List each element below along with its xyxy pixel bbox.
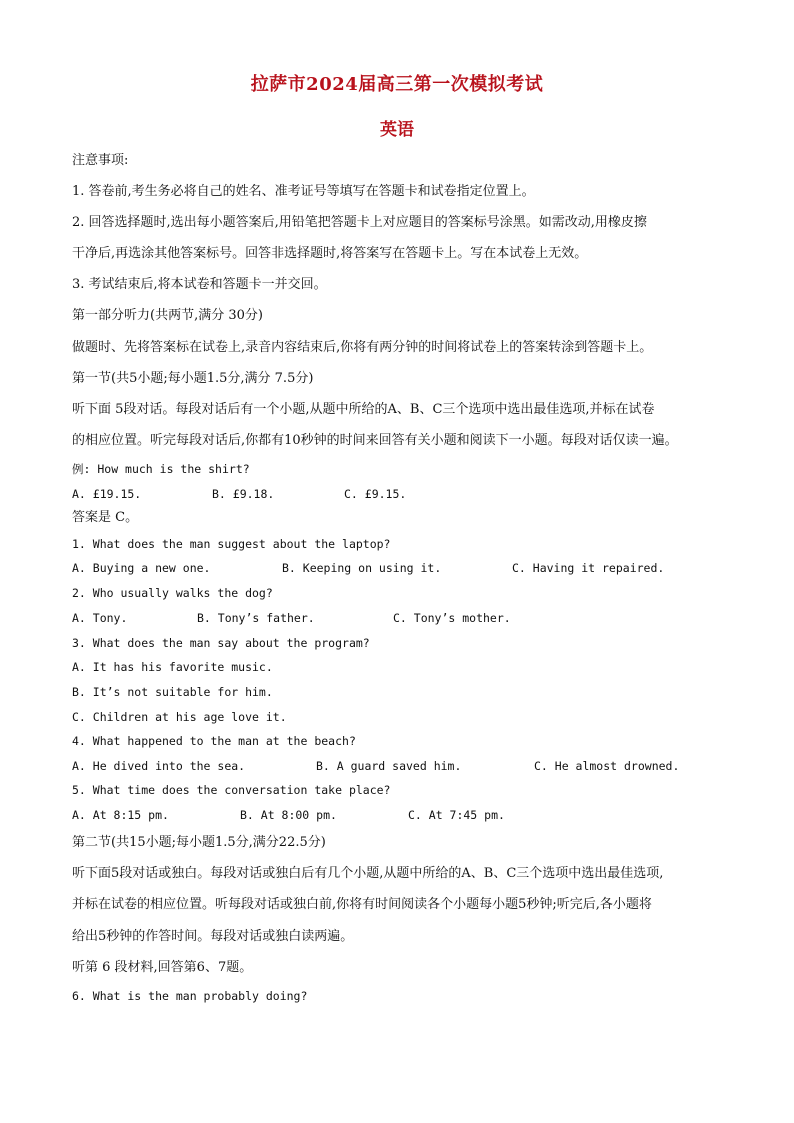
example-option-a: A. £19.15.	[72, 487, 142, 501]
notice-heading: 注意事项:	[72, 153, 129, 168]
question-3-option-c: C. Children at his age love it.	[72, 710, 287, 724]
section2-directions-1: 听下面5段对话或独白。每段对话或独白后有几个小题,从题中所给的A、B、C三个选项中选出最佳选项,	[72, 866, 664, 881]
question-3-option-a: A. It has his favorite music.	[72, 660, 273, 674]
part1-heading: 第一部分听力(共两节,满分 30分)	[72, 308, 263, 323]
section2-heading: 第二节(共15小题;每小题1.5分,满分22.5分)	[72, 835, 326, 850]
example-answer: 答案是 C。	[72, 510, 139, 525]
notice-item-2: 2. 回答选择题时,选出每小题答案后,用铅笔把答题卡上对应题目的答案标号涂黑。如需改动,用橡皮擦	[72, 215, 647, 230]
question-3-stem: 3. What does the man say about the program?	[72, 636, 370, 650]
question-5-option-c: C. At 7:45 pm.	[408, 808, 505, 822]
question-5-stem: 5. What time does the conversation take place?	[72, 783, 391, 797]
example-option-b: B. £9.18.	[212, 487, 275, 501]
question-4-option-b: B. A guard saved him.	[316, 759, 462, 773]
section1-directions-1: 听下面 5段对话。每段对话后有一个小题,从题中所给的A、B、C三个选项中选出最佳选项,并标在试卷	[72, 402, 655, 417]
notice-item-3: 3. 考试结束后,将本试卷和答题卡一并交回。	[72, 277, 327, 292]
question-6-stem: 6. What is the man probably doing?	[72, 989, 308, 1003]
question-2-option-a: A. Tony.	[72, 611, 128, 625]
question-2-stem: 2. Who usually walks the dog?	[72, 586, 273, 600]
question-1-option-c: C. Having it repaired.	[512, 561, 665, 575]
section2-directions-2: 并标在试卷的相应位置。听每段对话或独白前,你将有时间阅读各个小题每小题5秒钟;听完后,各小题将	[72, 897, 652, 912]
exam-subject: 英语	[380, 120, 414, 140]
question-2-option-b: B. Tony’s father.	[197, 611, 315, 625]
question-1-option-b: B. Keeping on using it.	[282, 561, 442, 575]
question-3-option-b: B. It’s not suitable for him.	[72, 685, 273, 699]
question-4-option-a: A. He dived into the sea.	[72, 759, 246, 773]
question-4-stem: 4. What happened to the man at the beach?	[72, 734, 356, 748]
question-5-option-a: A. At 8:15 pm.	[72, 808, 169, 822]
example-option-c: C. £9.15.	[344, 487, 407, 501]
section2-directions-3: 给出5秒钟的作答时间。每段对话或独白读两遍。	[72, 929, 354, 944]
section2-material: 听第 6 段材料,回答第6、7题。	[72, 960, 253, 975]
section1-heading: 第一节(共5小题;每小题1.5分,满分 7.5分)	[72, 371, 314, 386]
notice-item-2-cont: 干净后,再选涂其他答案标号。回答非选择题时,将答案写在答题卡上。写在本试卷上无效。	[72, 246, 588, 261]
section1-directions-2: 的相应位置。听完每段对话后,你都有10秒钟的时间来回答有关小题和阅读下一小题。每段对话仅读一遍。	[72, 433, 678, 448]
notice-item-1: 1. 答卷前,考生务必将自己的姓名、准考证号等填写在答题卡和试卷指定位置上。	[72, 184, 535, 199]
question-4-option-c: C. He almost drowned.	[534, 759, 680, 773]
example-question: 例: How much is the shirt?	[72, 462, 250, 476]
question-1-stem: 1. What does the man suggest about the laptop?	[72, 537, 391, 551]
question-1-option-a: A. Buying a new one.	[72, 561, 211, 575]
part1-instruction: 做题时、先将答案标在试卷上,录音内容结束后,你将有两分钟的时间将试卷上的答案转涂到答题卡上。	[72, 340, 653, 355]
question-5-option-b: B. At 8:00 pm.	[240, 808, 337, 822]
question-2-option-c: C. Tony’s mother.	[393, 611, 511, 625]
exam-title: 拉萨市2024届高三第一次模拟考试	[250, 74, 544, 95]
